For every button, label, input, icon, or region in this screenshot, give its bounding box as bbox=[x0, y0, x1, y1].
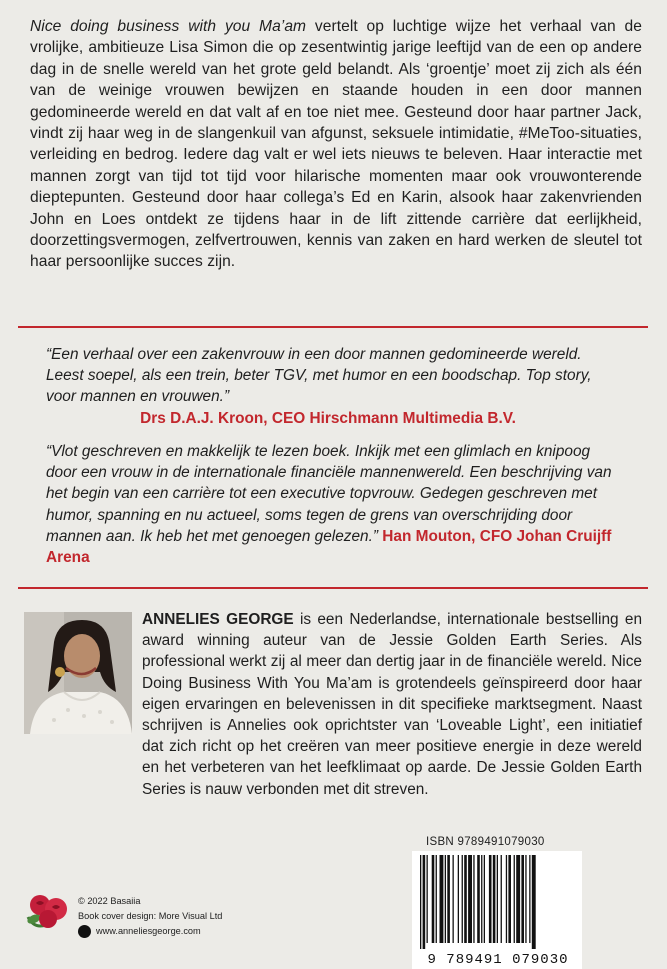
barcode-bar bbox=[468, 855, 472, 943]
author-bio-text: is een Nederlandse, internationale bestselling en award winning auteur van de Jessie Golden Earth Series. Als professional werkt zij al meer dan dertig jaar in de financiële wereld. Nice Doing Business With You Ma’am is grotendeels geïnspireerd door haar eigen ervaringen en belevenissen in dit specifieke marktsegment. Naast schrijven is Annelies ook oprichtster van ‘Loveable Light’, een initiatief dat zich richt op het creëren van meer positieve energie in deze wereld en het verbeteren van het leefklimaat op aarde. De Jessie Golden Earth Series is nauw verbonden met dit streven. bbox=[142, 611, 643, 798]
isbn-barcode-digits: 9 789491 079030 bbox=[427, 952, 569, 968]
barcode-bar bbox=[427, 855, 428, 943]
website-line bbox=[78, 924, 222, 939]
barcode-bar bbox=[440, 855, 444, 943]
barcode-bar bbox=[432, 855, 435, 943]
barcode-bar bbox=[514, 855, 515, 943]
review-quote-2 bbox=[46, 441, 620, 568]
barcode-bar bbox=[447, 855, 450, 943]
barcode-bar bbox=[493, 855, 496, 943]
barcode-bar bbox=[501, 855, 502, 943]
barcode-bar bbox=[458, 855, 459, 943]
barcode-bar bbox=[464, 855, 467, 943]
barcode-bar bbox=[532, 855, 536, 949]
review-quote-2-attribution: Han Mouton, CFO Johan Cruijff Arena bbox=[46, 527, 612, 567]
design-credit: Book cover design: More Visual Ltd bbox=[78, 911, 223, 921]
isbn-label: ISBN 9789491079030 bbox=[426, 836, 545, 848]
credits bbox=[78, 894, 222, 939]
divider-bottom bbox=[18, 587, 648, 589]
barcode-bar bbox=[525, 855, 526, 943]
review-quote-2-text: “Vlot geschreven en makkelijk te lezen boek. Inkijk met een glimlach en knipoog door een vrouw in de internationale financiële mannenwereld. Een beschrijving van het begin van een carrière tot een executive topvrouw. Gedegen geschreven met humor, spanning en nu actueel, soms tegen de grens van overschrijding door mannen aan. Ik heb het met genoegen gelezen.” bbox=[46, 443, 612, 545]
barcode-bar bbox=[481, 855, 482, 943]
barcode-bar bbox=[508, 855, 511, 943]
blurb-title: Nice doing business with you Ma’am bbox=[30, 18, 307, 35]
barcode-bar bbox=[462, 855, 463, 943]
barcode-bar bbox=[497, 855, 498, 943]
author-bio bbox=[142, 609, 642, 800]
barcode-bar bbox=[477, 855, 480, 943]
review-quote-1 bbox=[46, 344, 620, 429]
barcode-bar bbox=[489, 855, 492, 943]
blurb-text: vertelt op luchtige wijze het verhaal van de vrolijke, ambitieuze Lisa Simon die op zesentwintig jarige leeftijd van de een op andere dag in de snelle wereld van het grote geld belandt. Als ‘groentje’ moet zij zich als één van de weinige vrouwen bewijzen en staande houden in een door mannen gedomineerde wereld en dat valt af en toe niet mee. Gesteund door haar partner Jack, vindt zij haar weg in de slangenkuil van afgunst, seksuele intimidatie, #MeToo-situaties, verleiding en bedrog. Iedere dag valt er wel iets nieuws te beleven. Haar interactie met mannen zorgt van tijd tot tijd voor hilarische momenten maar ook vrouwonterende dieptepunten. Gesteund door haar collega’s Ed en Karin, alsook haar zakenvrienden John en Loes ontdekt ze tijdens haar in de lift zittende carrière dat eerlijkheid, doorzettingsvermogen, zelfvertrouwen, kennis van zaken en hard werken de sleutel tot haar persoonlijke succes zijn. bbox=[30, 18, 642, 271]
barcode-bar bbox=[529, 855, 530, 943]
website-text: www.anneliesgeorge.com bbox=[96, 926, 201, 936]
author-name: ANNELIES GEORGE bbox=[142, 611, 294, 628]
divider-top bbox=[18, 326, 648, 328]
barcode-bar bbox=[516, 855, 520, 943]
barcode-bar bbox=[436, 855, 437, 943]
barcode-bar bbox=[453, 855, 454, 943]
review-quote-1-attribution: Drs D.A.J. Kroon, CEO Hirschmann Multimedia B.V. bbox=[140, 409, 516, 427]
blurb-paragraph bbox=[30, 16, 642, 273]
barcode-bar bbox=[484, 855, 485, 943]
isbn-barcode bbox=[412, 851, 582, 969]
barcode-bar bbox=[423, 855, 426, 949]
copyright-text: © 2022 Basaiia bbox=[78, 896, 141, 906]
barcode-bar bbox=[420, 855, 421, 949]
author-photo bbox=[24, 612, 132, 734]
barcode-bar bbox=[506, 855, 507, 943]
rose-logo-icon bbox=[24, 889, 72, 931]
review-quote-1-text: “Een verhaal over een zakenvrouw in een door mannen gedomineerde wereld. Leest soepel, als een trein, beter TGV, met humor en een boodschap. Top story, voor mannen en vrouwen.” bbox=[46, 346, 592, 406]
barcode-bar bbox=[473, 855, 474, 943]
website-icon bbox=[78, 925, 91, 938]
barcode-block bbox=[412, 836, 582, 969]
barcode-bar bbox=[445, 855, 446, 943]
barcode-bar bbox=[521, 855, 524, 943]
